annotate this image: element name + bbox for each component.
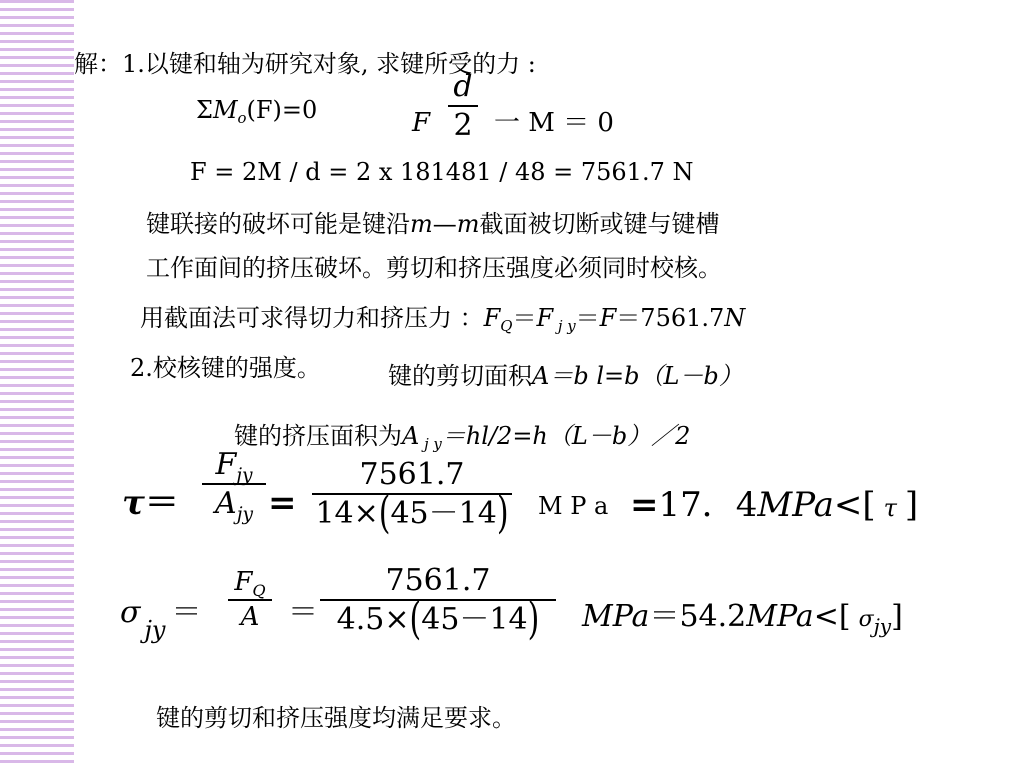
less-than: < bbox=[813, 599, 839, 634]
force-value: 7561.7 bbox=[640, 304, 725, 332]
sigma-numerator: 7561.7 bbox=[385, 563, 491, 598]
m-symbol-2: m bbox=[456, 210, 480, 238]
sigma-lhs bbox=[120, 595, 202, 644]
bracket-right: ] bbox=[891, 599, 903, 634]
eq-3: ＝ bbox=[616, 304, 641, 332]
den-A: A bbox=[215, 486, 237, 521]
tau-denominator bbox=[315, 488, 509, 539]
sigma-frac-numerator bbox=[234, 567, 266, 600]
moment-o-subscript: o bbox=[237, 109, 247, 128]
paren-right: ) bbox=[496, 488, 509, 539]
tau-value-fraction bbox=[312, 457, 512, 539]
den-inner: 45－14 bbox=[390, 496, 497, 531]
bracket-left: [ bbox=[862, 485, 876, 525]
solution-label: 解： bbox=[74, 50, 122, 78]
intro-text: 1.以键和轴为研究对象, 求键所受的力 : bbox=[122, 50, 536, 78]
sigma-unit: MPa bbox=[582, 599, 650, 634]
jy-subscript: j y bbox=[553, 317, 576, 336]
failure-text-a: 键联接的破坏可能是键沿 bbox=[146, 210, 410, 238]
N-unit: N bbox=[724, 304, 746, 332]
moment-M: M bbox=[212, 96, 238, 124]
d-over-2-fraction bbox=[448, 70, 478, 142]
bracket-left: [ bbox=[838, 599, 851, 634]
bearing-jy-subscript: j y bbox=[419, 435, 442, 454]
paren-left: ( bbox=[378, 488, 391, 539]
den-inner: 45－14 bbox=[421, 602, 528, 637]
num-jy: jy bbox=[236, 464, 253, 486]
sigma-denominator bbox=[336, 594, 540, 645]
allowable-tau: τ bbox=[883, 494, 897, 522]
sigma-result-value: 54.2 bbox=[679, 599, 747, 634]
failure-mode-line-1 bbox=[146, 212, 720, 236]
tau-numerator: 7561.7 bbox=[359, 457, 465, 492]
force-eq-F: F bbox=[412, 108, 431, 138]
sigma-symbol: σ bbox=[120, 595, 141, 630]
dash: — bbox=[432, 210, 457, 238]
tau-lhs bbox=[122, 483, 179, 523]
fraction-d: d bbox=[453, 69, 473, 104]
allowable-jy-subscript: jy bbox=[873, 614, 892, 638]
den-4-5: 4.5× bbox=[336, 602, 410, 637]
sigma-num-F: F bbox=[234, 567, 253, 597]
sigma-num-Q: Q bbox=[252, 580, 266, 600]
moment-F: (F) bbox=[246, 96, 282, 124]
sigma-eq-3: ＝ bbox=[649, 599, 680, 634]
moment-eq-zero: =0 bbox=[281, 96, 318, 124]
sigma-symbol: Σ bbox=[196, 96, 213, 124]
moment-equation bbox=[196, 96, 318, 128]
sigma-result-unit: MPa bbox=[746, 599, 814, 634]
check-title: 2.校核键的强度。 bbox=[130, 354, 321, 382]
sigma-eq: ＝ bbox=[171, 595, 202, 630]
fraction-bar bbox=[448, 105, 478, 107]
sigma-result bbox=[582, 599, 903, 638]
tau-unit: M P a bbox=[538, 492, 609, 520]
sigma-eq-2: ＝ bbox=[288, 595, 318, 630]
sigma-value-fraction bbox=[320, 563, 556, 645]
shear-area-line bbox=[388, 364, 743, 388]
conclusion: 键的剪切和挤压强度均满足要求。 bbox=[156, 704, 516, 732]
tau-eq-2: = bbox=[268, 483, 297, 523]
allowable-sigma: σ bbox=[858, 607, 874, 632]
shear-area-label: 键的剪切面积 bbox=[388, 362, 532, 390]
paren-left: ( bbox=[409, 594, 422, 645]
FQ-over-A-fraction bbox=[228, 568, 272, 631]
fraction-bar bbox=[320, 599, 556, 601]
tau-result bbox=[630, 485, 919, 525]
force-eq-rest: 一 M ＝ 0 bbox=[494, 108, 614, 138]
eq-2: ＝ bbox=[575, 304, 600, 332]
decorative-stripes bbox=[0, 0, 74, 768]
tau-symbol: τ bbox=[122, 483, 145, 523]
sigma-den-A: A bbox=[240, 601, 260, 632]
num-F: F bbox=[215, 447, 237, 482]
FQ-symbol: F bbox=[483, 304, 501, 332]
tau-eq: ＝ bbox=[144, 483, 179, 523]
tau-result-unit: MPa bbox=[757, 485, 834, 525]
paren-right: ) bbox=[527, 594, 540, 645]
bearing-A: A bbox=[402, 422, 420, 450]
tau-result-value: 17．4 bbox=[658, 485, 758, 525]
tau-eq-3: = bbox=[630, 485, 659, 525]
F-symbol: F bbox=[599, 304, 617, 332]
F-over-A-fraction bbox=[202, 447, 266, 525]
shear-area-formula: A＝b l=b（L－b） bbox=[532, 362, 743, 390]
Q-subscript: Q bbox=[500, 317, 513, 336]
bracket-right: ] bbox=[904, 485, 919, 525]
section-method-line bbox=[140, 304, 746, 336]
fraction-bar bbox=[312, 493, 512, 495]
bearing-area-label: 键的挤压面积为 bbox=[234, 422, 402, 450]
bearing-area-line bbox=[234, 422, 691, 454]
bearing-area-formula: ＝hl/2=h（L－b）／2 bbox=[441, 422, 691, 450]
den-14: 14× bbox=[315, 496, 379, 531]
failure-text-b: 截面被切断或键与键槽 bbox=[479, 210, 720, 238]
less-than: < bbox=[833, 485, 863, 525]
force-calculation: F = 2M / d = 2 x 181481 / 48 = 7561.7 N bbox=[190, 158, 694, 186]
fraction-numerator bbox=[215, 447, 253, 486]
Fjy-symbol: F bbox=[536, 304, 554, 332]
fraction-2: 2 bbox=[453, 108, 473, 143]
den-jy: jy bbox=[236, 503, 253, 525]
sigma-jy-subscript: jy bbox=[144, 616, 166, 644]
eq-1: ＝ bbox=[512, 304, 537, 332]
m-symbol-1: m bbox=[410, 210, 433, 238]
fraction-denominator bbox=[215, 486, 253, 525]
failure-mode-line-2: 工作面间的挤压破坏。剪切和挤压强度必须同时校核。 bbox=[146, 254, 722, 282]
fraction-bar bbox=[202, 483, 266, 485]
section-method-text: 用截面法可求得切力和挤压力 ： bbox=[140, 304, 484, 332]
